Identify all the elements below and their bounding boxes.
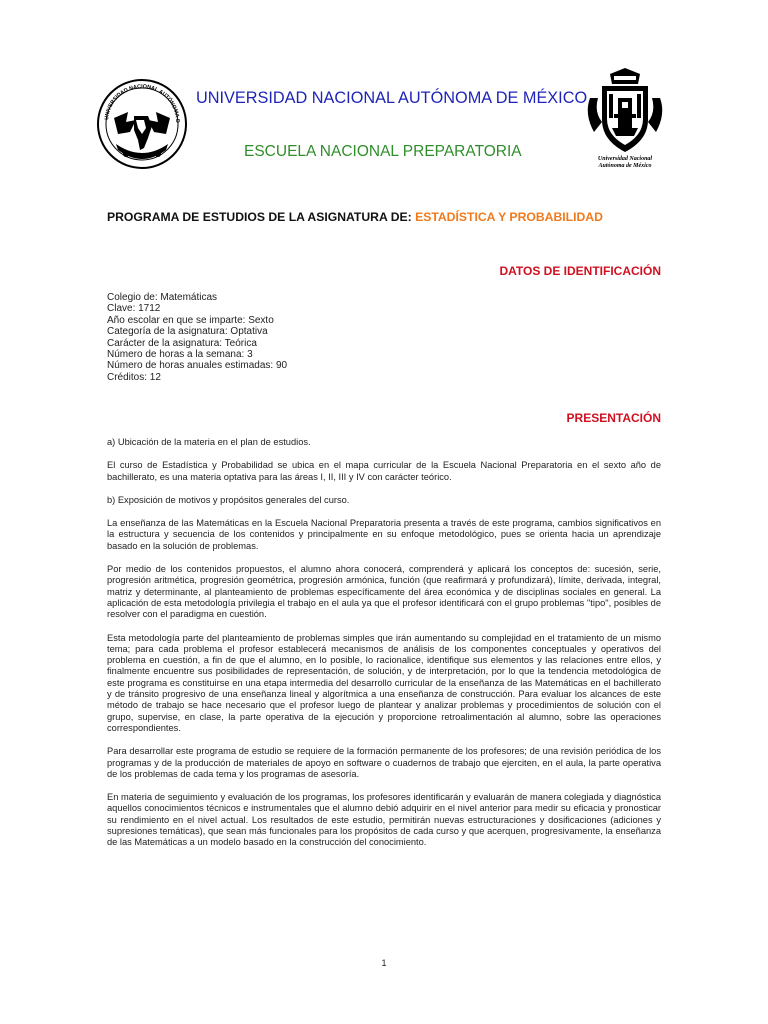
- paragraph: b) Exposición de motivos y propósitos generales del curso.: [107, 494, 350, 505]
- svg-text:UNIVERSIDAD NACIONAL AUTÓNOMA: UNIVERSIDAD NACIONAL AUTÓNOMA D: [104, 83, 181, 123]
- identification-item: Número de horas a la semana: 3: [107, 349, 253, 361]
- presentation-body: [107, 437, 661, 861]
- paragraph: Por medio de los contenidos propuestos, el alumno ahora conocerá, comprenderá y aplicará los conceptos de: sucesión, serie, progresión aritmética, progresión geométrica, progresión armónica, función (que reafirmará y profundizará), límite, derivada, integral, matriz y determinante, al planteamiento de problemas específicamente del área económica y de disciplinas sociales en general. La aplicación de esta metodología privilegia el trabajo en el aula ya que el profesor identificará con el grupo problemas "tipo", posibles de resolver con el paradigma en cuestión.: [107, 564, 661, 620]
- university-title: UNIVERSIDAD NACIONAL AUTÓNOMA DE MÉXICO: [196, 89, 588, 107]
- page-number: 1: [381, 958, 387, 968]
- seal-caption-line-1: Universidad Nacional: [597, 156, 653, 162]
- presentation-heading: PRESENTACIÓN: [566, 411, 661, 425]
- program-title-prefix: PROGRAMA DE ESTUDIOS DE LA ASIGNATURA DE:: [107, 210, 416, 224]
- school-title: ESCUELA NACIONAL PREPARATORIA: [244, 143, 522, 160]
- identification-item: Año escolar en que se imparte: Sexto: [107, 314, 274, 326]
- identification-item: Clave: 1712: [107, 303, 161, 315]
- identification-heading: DATOS DE IDENTIFICACIÓN: [499, 264, 661, 278]
- seal-caption-line-2: Autónoma de México: [598, 163, 652, 169]
- paragraph: Esta metodología parte del planteamiento de problemas simples que irán aumentando su complejidad en el tratamiento de un mismo tema; para cada problema el profesor establecerá mecanismos de análisis de los componentes conceptuales y operativos del problema en cuestión, a fin de que el alumno, en lo posible, lo racionalice, identifique sus elementos y las relaciones entre ellos, y finalmente encuentre sus posibilidades de representación, de solución, y de interpretación, por lo que la tendencia metodológica de este programa es constituirse en una etapa intermedia del desarrollo curricular de la enseñanza de las Matemáticas en el bachillerato y de tránsito progresivo de una enseñanza lineal y algorítmica a una enseñanza de construcción. Para evaluar los alcances de este método de trabajo se hace necesario que el profesor luego de plantear y analizar problemas y procedimientos de solución con el grupo, supervise, en clase, la parte operativa de la ejecución y proporcione retroalimentación al alumno, sobre las operaciones correspondientes.: [107, 632, 661, 733]
- paragraph: Para desarrollar este programa de estudio se requiere de la formación permanente de los profesores; de una revisión periódica de los programas y de la producción de materiales de apoyo en software o cuadernos de trabajo que ejerciten, en el aula, la parte operativa de los problemas de cada tema y los programas de asesoría.: [107, 746, 661, 779]
- identification-item: Créditos: 12: [107, 371, 161, 383]
- paragraph: La enseñanza de las Matemáticas en la Escuela Nacional Preparatoria presenta a través de este programa, cambios significativos en la estructura y secuencia de los contenidos y principalmente en su enfoque metodológico, pues se orienta hacia un aprendizaje basado en la solución de problemas.: [107, 518, 661, 551]
- paragraph: El curso de Estadística y Probabilidad se ubica en el mapa curricular de la Escuela Nacional Preparatoria en el sexto año de bachillerato, es una materia optativa para las áreas I, II, III y IV con carácter teórico.: [107, 460, 661, 482]
- unam-shield-right-icon: [580, 68, 670, 178]
- paragraph: a) Ubicación de la materia en el plan de estudios.: [107, 437, 311, 447]
- unam-seal-left-icon: [96, 76, 188, 172]
- identification-item: Carácter de la asignatura: Teórica: [107, 337, 257, 349]
- identification-list: [107, 292, 287, 383]
- identification-item: Número de horas anuales estimadas: 90: [107, 360, 288, 372]
- paragraph: En materia de seguimiento y evaluación de los programas, los profesores identificarán y evaluarán de manera colegiada y diagnóstica aquellos conocimientos técnicos e instrumentales que el alumno debió adquirir en el nivel anterior para medir su eficacia y pronosticar su rendimiento en el nivel actual. Los resultados de este estudio, permitirán nuevas estructuraciones y dosificaciones (adiciones y supresiones temáticas), que sean más funcionales para los propósitos de cada curso y que acerquen, progresivamente, la enseñanza de las Matemáticas a un modelo basado en la construcción del conocimiento.: [107, 792, 661, 848]
- seal-caption: [580, 156, 670, 170]
- identification-item: Colegio de: Matemáticas: [107, 292, 218, 303]
- program-title: [107, 210, 603, 224]
- program-subject: ESTADÍSTICA Y PROBABILIDAD: [415, 210, 603, 224]
- identification-item: Categoría de la asignatura: Optativa: [107, 326, 268, 338]
